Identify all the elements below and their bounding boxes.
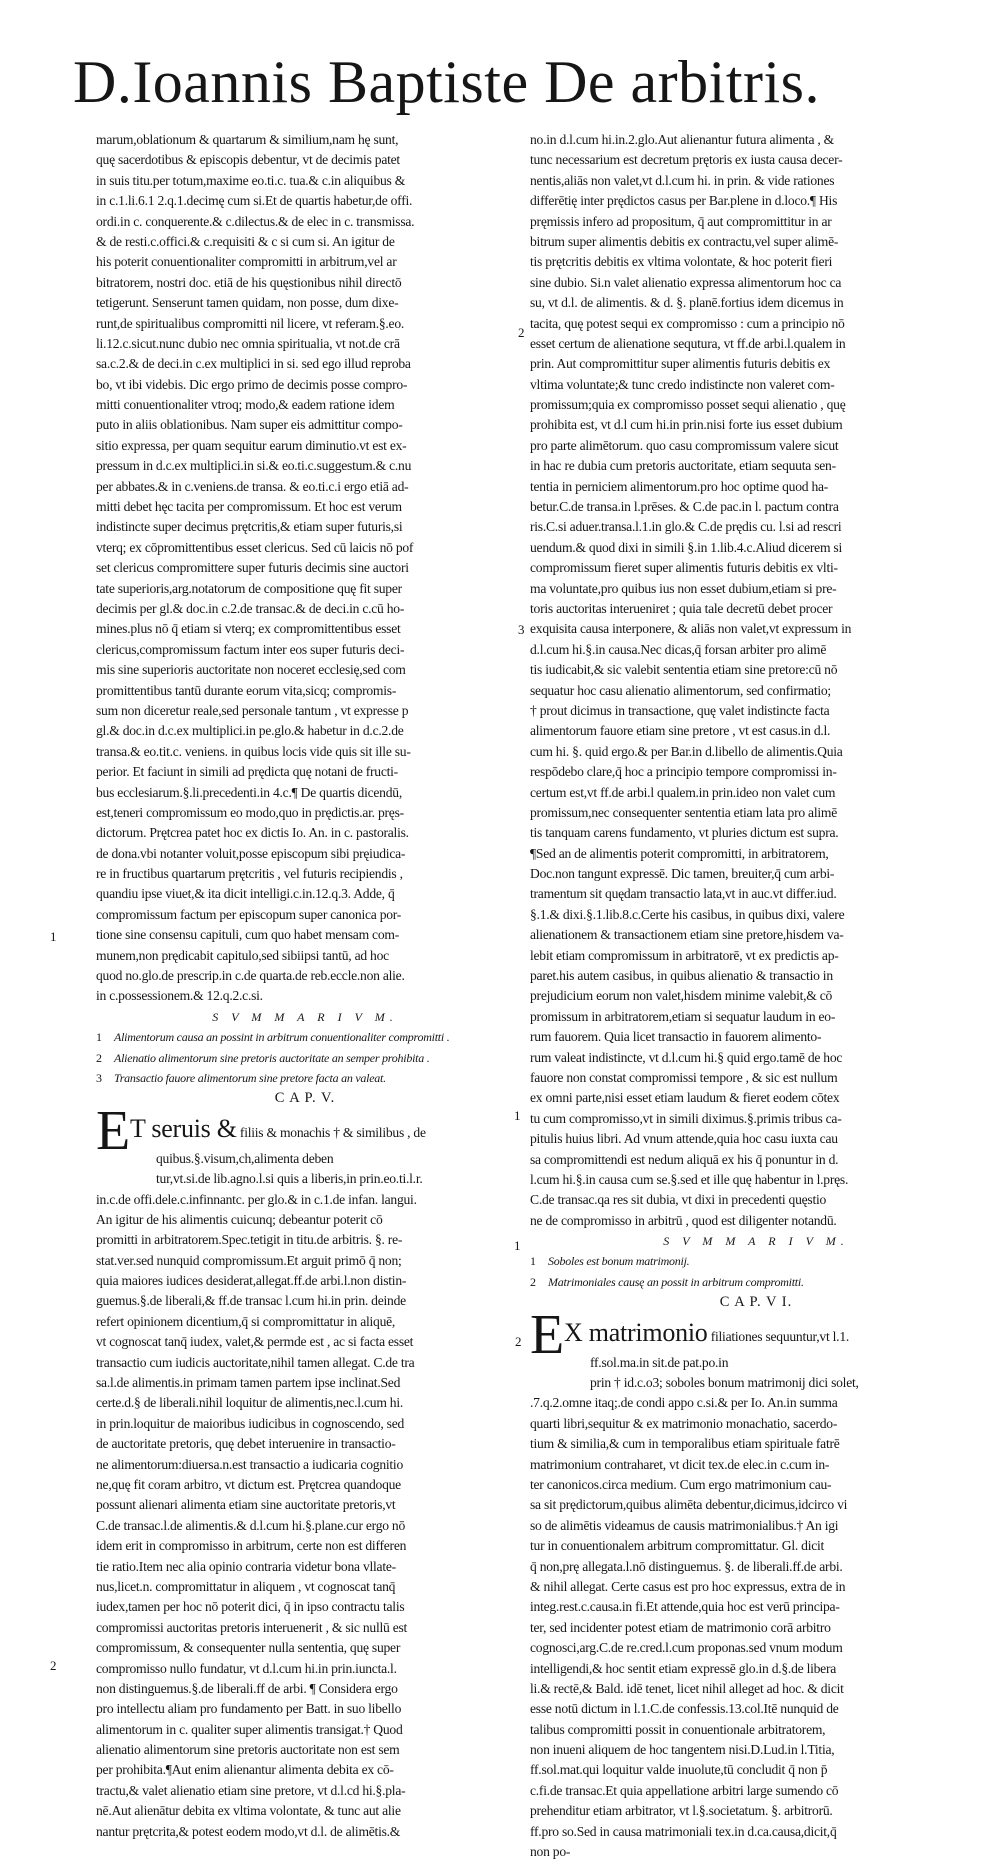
chapter-opening: [96, 1109, 514, 1149]
text-line: promittentibus tantū durante eorum vita,sicq; compromis-: [96, 682, 397, 698]
drop-cap: E: [96, 1108, 130, 1149]
text-line: compromissi auctoritas pretoris interuenerit , & sic nullū est: [96, 1619, 408, 1635]
text-line: §.1.& dixi.§.1.lib.8.c.Certe his casibus, in quibus dixi, valere: [530, 906, 845, 922]
text-line: alimentorum fauore etiam sine pretore , vt est casus.in d.l.: [530, 723, 831, 739]
chapter-heading: C A P. V.: [274, 1090, 336, 1107]
text-line: cognosci,arg.C.de re.cred.l.cum proponas.sed vnum modum: [530, 1640, 843, 1656]
text-line: bo, vt ibi videbis. Dic ergo primo de decimis posse compro-: [96, 376, 408, 392]
chapter-heading: C A P. V I.: [719, 1294, 793, 1311]
text-line: ff.pro so.Sed in causa matrimoniali tex.in d.ca.causa,dicit,q̄: [530, 1823, 837, 1839]
text-line: sa sit prędictorum,quibus alimēta debentur,dicimus,idcirco vi: [530, 1497, 848, 1513]
text-line: nantur prętcrita,& potest eodem modo,vt d.l. de alimētis.&: [96, 1823, 401, 1839]
text-line: bitrum super alimentis debitis ex contractu,vel super alimē-: [530, 233, 839, 249]
drop-cap: E: [530, 1312, 564, 1353]
text-line: tione sine consensu capituli, cum quo habet mensam com-: [96, 927, 399, 943]
text-line: tis iudicabit,& sic valebit sententia etiam sine pretore:cū nō: [530, 662, 838, 678]
text-line: mines.plus nō q̄ etiam si vterq; ex compromittentibus esset: [96, 621, 401, 637]
text-line: set clericus compromittere super futuris decimis sine auctori: [96, 560, 409, 576]
text-line: transa.& eo.tit.c. veniens. in quibus locis vide quis sit ille su-: [96, 743, 411, 759]
text-line: prehenditur etiam arbitrator, vt l.§.societatum. §. arbitrorū.: [530, 1803, 833, 1819]
text-line: mis sine superioris auctoritate non noceret ecclesię,sed com: [96, 662, 406, 678]
margin-note-number: 1: [50, 929, 57, 944]
text-line: prejudicium eorum non valet,hisdem minime valebit,& cō: [530, 988, 833, 1004]
text-line: compromisso nullo fundatur, vt d.l.cum hi.in prin.iuncta.l.: [96, 1660, 397, 1676]
margin-note-number: 3: [518, 622, 525, 637]
text-line: tacita, quę potest sequi ex compromisso : cum a principio nō: [530, 315, 845, 331]
text-line: clericus,compromissum factum inter eos super futuris deci-: [96, 641, 405, 657]
text-line: sequatur hoc casu alienatio alimentorum, sed confirmatio;: [530, 682, 831, 698]
text-line: so de alimētis videamus de causis matrimonialibus.† An igi: [530, 1517, 839, 1533]
text-line: C.de transac.l.de alimentis.& d.l.cum hi.§.plane.cur ergo nō: [96, 1517, 406, 1533]
text-line: re in fructibus quartarum prętcritis , vel futuris recipiendis ,: [96, 866, 403, 882]
text-line: prohibita est, vt d.l cum hi.in prin.nisi forte ius esset dubium: [530, 417, 843, 433]
text-line: refert opinionem dicentium,q̄ si compromittatur in aliquē,: [96, 1313, 396, 1329]
text-line: † prout dicimus in transactione, quę valet indistincte facta: [530, 702, 830, 718]
text-line: nē.Aut alienātur debita ex vltima volontate, & tunc aut alie: [96, 1803, 401, 1819]
text-line: transactio cum iudicis auctoritate,nihil tamen allegat. C.de tra: [96, 1354, 415, 1370]
text-line: & nihil allegat. Certe casus est pro hoc expressus, extra de in: [530, 1578, 846, 1594]
text-line: guemus.§.de liberali,& ff.de transac l.cum hi.in prin. deinde: [96, 1293, 406, 1309]
text-line: d.l.cum hi.§.in causa.Nec dicas,q̄ forsan arbiter pro alimē: [530, 641, 827, 657]
text-line: c.fi.de transac.Et quia appellatione arbitri large sumendo cō: [530, 1782, 839, 1798]
text-line: vt cognoscat tanq̄ iudex, valet,& permde est , ac si facta esset: [96, 1334, 414, 1350]
text-line: runt,de spiritualibus compromitti nil licere, vt referam.§.eo.: [96, 315, 405, 331]
text-line: tunc necessarium est decretum prętoris ex iusta causa decer-: [530, 152, 843, 168]
text-line: mitti conuentionaliter vtroq; modo,& eadem ratione idem: [96, 397, 395, 413]
summarium-heading: S V M M A R I V M.: [663, 1234, 849, 1249]
text-line: non inueni aliquem de hoc tangentem nisi.D.Lud.in l.Titia,: [530, 1742, 835, 1758]
right-column-text: [530, 130, 982, 1862]
text-line: quia maiores iudices desiderat,allegat.ff.de arbi.l.non distin-: [96, 1273, 407, 1289]
margin-note-number: 1: [514, 1108, 521, 1123]
text-line: dictorum. Prętcrea patet hoc ex dictis Io. An. in c. pastoralis.: [96, 825, 409, 841]
text-line: pitulis huius libri. Ad vnum attende,quia hoc casu iuxta cau: [530, 1131, 838, 1147]
text-line: per prohibita.¶Aut enim alienantur alimenta debita ex cō-: [96, 1762, 394, 1778]
text-line: tractu,& valet alienatio etiam sine pretore, vt d.l.cd hi.§.pla-: [96, 1782, 406, 1798]
text-line: prin † id.c.o3; soboles bonum matrimonij dici solet,: [590, 1375, 859, 1391]
text-line: mitti debet hęc tacita per compromissum. Et hoc est verum: [96, 499, 402, 515]
summarium-number: 1: [96, 1030, 102, 1045]
text-line: tis tanquam carens fundamento, vt pluries dictum est supra.: [530, 825, 839, 841]
right-column: [530, 130, 982, 1860]
text-line: pręmissis infero ad propositum, q̄ aut compromittitur in ar: [530, 213, 832, 229]
text-line: sine dubio. Si.n valet alienatio expressa alimentorum hoc ca: [530, 274, 842, 290]
text-line: respōdebo clare,q̄ hoc a principio tempore compromissi in-: [530, 764, 837, 780]
text-line: pro parte alimētorum. quo casu compromissum valere sicut: [530, 437, 839, 453]
margin-note-number: 2: [515, 1334, 522, 1349]
text-line: tramentum sit quędam transactio lata,vt in auc.vt differ.iud.: [530, 886, 837, 902]
text-line: esse notū dictum in l.1.C.de confessis.13.col.Itē nunquid de: [530, 1701, 839, 1717]
text-line: ordi.in c. conquerente.& c.dilectus.& de elec in c. transmissa.: [96, 213, 415, 229]
text-line: matrimonium contraharet, vt dicit tex.de elec.in c.cum in-: [530, 1456, 830, 1472]
summarium-text: Transactio fauore alimentorum sine pretore facta an valeat.: [114, 1070, 386, 1085]
text-line: his poterit conuentionaliter compromitti in arbitrum,vel ar: [96, 254, 397, 270]
summarium-item: [530, 1272, 982, 1292]
text-line: li.12.c.sicut.nunc dubio nec omnia spiritualia, vt not.de crā: [96, 335, 400, 351]
text-line: betur.C.de transa.in l.prēses. & C.de pac.in l. pactum contra: [530, 499, 839, 515]
text-line: nus,licet.n. compromittatur in aliquem , vt cognoscat tanq̄: [96, 1578, 396, 1594]
text-line: ne alimentorum:diuersa.n.est transactio a iudicaria cognitio: [96, 1456, 403, 1472]
text-line: talibus compromitti possit in conuentionale arbitratorem,: [530, 1721, 826, 1737]
text-line: compromissum factum per episcopum super canonica por-: [96, 906, 402, 922]
text-line: stat.ver.sed nunquid compromissum.Et arguit primō q̄ non;: [96, 1252, 402, 1268]
text-line: promitti in arbitratorem.Spec.tetigit in titu.de arbitris. §. re-: [96, 1232, 403, 1248]
text-line: sa compromittendi est nedum aliquā ex his q̄ ponuntur in d.: [530, 1151, 839, 1167]
text-line: An igitur de his alimentis cuicunq; debeantur poterit cō: [96, 1211, 383, 1227]
text-line: differētię inter prędictos casus per Bar.plene in d.loco.¶ His: [530, 193, 838, 209]
text-line: tis prętcritis debitis ex vltima volontate, & hoc poterit fieri: [530, 254, 833, 270]
text-line: rum valeat indistincte, vt d.l.cum hi.§ quid ergo.tamē de hoc: [530, 1049, 843, 1065]
text-line: puto in aliis oblationibus. Nam super eis admittitur compo-: [96, 417, 403, 433]
text-line: ter, sed incidenter potest etiam de matrimonio corā arbitro: [530, 1619, 831, 1635]
text-line: tu cum compromisso,vt in simili diximus.§.primis tribus ca-: [530, 1110, 842, 1126]
text-line: in prin.loquitur de maioribus iudicibus in cognoscendo, sed: [96, 1415, 405, 1431]
margin-note-number: 1: [514, 1238, 521, 1253]
text-line: quod no.glo.de prescrip.in c.de quarta.de reb.eccle.non alie.: [96, 968, 405, 984]
text-line: compromissum fieret super alimentis futuris debitis ex vlti-: [530, 560, 838, 576]
summarium-number: 1: [530, 1254, 536, 1269]
text-line: sitio expressa, per quam sequitur earum diminutio.vt est ex-: [96, 437, 407, 453]
text-line: tium & similia,& cum in temporalibus etiam spirituale fatrē: [530, 1436, 840, 1452]
chapter-first-rest: filiationes sequuntur,vt l.1.: [707, 1328, 850, 1344]
summarium-item: [96, 1068, 514, 1088]
text-line: tetigerunt. Senserunt tamen quidam, non posse, dum dixe-: [96, 295, 399, 311]
text-line: in c.possessionem.& 12.q.2.c.si.: [96, 988, 263, 1004]
text-line: compromissum, & consequenter nulla sententia, quę super: [96, 1640, 401, 1656]
text-line: l.cum hi.§.in causa cum se.§.sed et ille quę habentur in l.pręs.: [530, 1171, 849, 1187]
text-line: non distinguemus.§.de liberali.ff de arbi. ¶ Considera ergo: [96, 1680, 398, 1696]
text-line: alienatio alimentorum sine pretoris auctoritate non est sem: [96, 1742, 400, 1758]
text-line: su, vt d.l. de alimentis. & d. §. planē.fortius idem dicemus in: [530, 295, 844, 311]
text-line: possunt alienari alimenta etiam sine auctoritate pretoris,vt: [96, 1497, 396, 1513]
chapter-opening: [530, 1313, 982, 1353]
text-line: de auctoritate pretoris, quę debet interuenire in transactio-: [96, 1436, 396, 1452]
summarium-text: Matrimoniales causę an possit in arbitrum compromitti.: [548, 1274, 804, 1289]
margin-note-number: 2: [518, 325, 525, 340]
text-line: in c.1.li.6.1 2.q.1.decimę cum si.Et de quartis habetur,de offi.: [96, 193, 413, 209]
text-line: ff.sol.mat.qui loquitur valde inuolute,tū concludit q̄ non p̄: [530, 1762, 828, 1778]
text-line: tie ratio.Item nec alia opinio contraria videtur bona vllate-: [96, 1558, 396, 1574]
text-line: bitratorem, nostri doc. etiā de his quęstionibus nihil directō: [96, 274, 402, 290]
text-line: vltima voluntate;& tunc credo indistincte non valeret com-: [530, 376, 835, 392]
text-line: q̄ non,prę allegata.l.nō distinguemus. §. de liberali.ff.de arbi.: [530, 1558, 843, 1574]
text-line: .7.q.2.omne itaq;.de condi appo c.si.& per Io. An.in summa: [530, 1395, 838, 1411]
left-column-text: [96, 130, 514, 1842]
text-line: certum est,vt ff.de arbi.l qualem.in prin.ideo non valet cum: [530, 784, 836, 800]
chapter-first-words: X matrimonio: [563, 1317, 708, 1347]
text-line: ¶Sed an de alimentis poterit compromitti, in arbitratorem,: [530, 845, 829, 861]
text-line: tentia in perniciem alimentorum.pro hoc optime quod ha-: [530, 478, 829, 494]
text-line: alienationem & transactionem etiam sine pretore,hisdem va-: [530, 927, 844, 943]
summarium-item: [530, 1251, 982, 1271]
text-line: alimentorum in c. qualiter super alimentis transigat.† Quod: [96, 1721, 403, 1737]
text-line: quę sacerdotibus & episcopis debentur, vt de decimis patet: [96, 152, 400, 168]
summarium-text: Alienatio alimentorum sine pretoris auctoritate an semper prohibita .: [114, 1050, 430, 1065]
text-line: de dona.vbi notanter voluit,posse episcopum sibi pręiudica-: [96, 845, 406, 861]
text-line: tur in conuentionalem arbitrum compromittatur. Gl. dicit: [530, 1538, 825, 1554]
text-line: quandiu ipse viuet,& ita dicit intelligi.c.in.12.q.3. Adde, q̄: [96, 886, 395, 902]
text-line: fauore non constat compromissi tempore , & sic est nullum: [530, 1069, 838, 1085]
text-line: no.in d.l.cum hi.in.2.glo.Aut alienantur futura alimenta , &: [530, 132, 835, 147]
text-line: indistincte super decimus prętcritis,& etiam super futuris,si: [96, 519, 403, 535]
text-line: sum non diceretur reale,sed personale tantum , vt expresse p: [96, 702, 409, 718]
text-line: tate superioris,arg.notatorum de compositione quę fit super: [96, 580, 402, 596]
text-line: munem,non prędicabit capitulo,sed sibiipsi tantū, ad hoc: [96, 947, 389, 963]
text-line: lebit etiam compromissum in arbitratorē, vt ex predictis ap-: [530, 947, 839, 963]
text-line: iudex,tamen per hoc nō poterit dici, q̄ in ipso contractu talis: [96, 1599, 405, 1615]
text-line: ex omni parte,nisi esset etiam laudum & fieret eodem cōtex: [530, 1090, 840, 1106]
text-line: per abbates.& in c.veniens.de transa. & eo.ti.c.i ergo etiā ad-: [96, 478, 409, 494]
text-line: rum fauorem. Quia licet transactio in fauorem alimento-: [530, 1029, 822, 1045]
text-line: uendum.& quod dixi in simili §.in 1.lib.4.c.Aliud dicerem si: [530, 539, 842, 555]
summarium-text: Alimentorum causa an possint in arbitrum conuentionaliter compromitti .: [114, 1030, 450, 1045]
text-line: Doc.non tangunt expressē. Dic tamen, breuiter,q̄ cum arbi-: [530, 866, 835, 882]
text-line: prin. Aut compromittitur super alimentis futuris debitis ex: [530, 356, 831, 372]
text-line: non po-: [530, 1844, 571, 1860]
text-line: gl.& doc.in d.c.ex multiplici.in pe.glo.& habetur in d.c.2.de: [96, 723, 404, 739]
text-line: idem erit in compromisso in arbitrum, certe non est differen: [96, 1538, 407, 1554]
text-line: li.& rectē,& Bald. idē tenet, licet nihil alleget ad hoc. & dicit: [530, 1680, 844, 1696]
summarium-number: 2: [530, 1274, 536, 1289]
text-line: nentis,aliās non valet,vt d.l.cum hi. in prin. & vide rationes: [530, 172, 835, 188]
text-line: perior. Et faciunt in simili ad prędicta quę notani de fructi-: [96, 764, 398, 780]
text-line: integ.rest.c.causa.in fi.Et attende,quia hoc est verū principa-: [530, 1599, 840, 1615]
margin-note-number: 2: [50, 1658, 57, 1673]
left-column: [96, 130, 514, 1839]
text-line: bus ecclesiarum.§.li.precedenti.in 4.c.¶ De quartis dicendū,: [96, 784, 402, 800]
text-line: esset certum de alienatione sequtura, vt ff.de arbi.l.qualem in: [530, 335, 846, 351]
text-line: pressum in d.c.ex multiplici.in si.& eo.ti.c.suggestum.& c.nu: [96, 458, 412, 474]
summarium-number: 3: [96, 1070, 102, 1085]
text-line: in hac re dubia cum pretoris auctoritate, etiam sequuta sen-: [530, 458, 836, 474]
text-line: ne de compromisso in arbitrū , quod est diligenter notandū.: [530, 1212, 837, 1228]
text-line: intelligendi,& hoc sentit etiam expressē glo.in d.§.de libera: [530, 1660, 837, 1676]
summarium-number: 2: [96, 1050, 102, 1065]
summarium-item: [96, 1048, 514, 1068]
text-line: vterq; ex cōpromittentibus esset clericus. Sed cū laicis nō pof: [96, 539, 414, 555]
summarium-item: [96, 1027, 514, 1047]
text-line: quarti libri,sequitur & ex matrimonio monachatio, sacerdo-: [530, 1415, 838, 1431]
text-line: promissum,nec consequenter sententia etiam lata pro alimē: [530, 804, 837, 820]
text-line: & de resti.c.offici.& c.requisiti & c si cum si. An igitur de: [96, 233, 395, 249]
summarium-heading: S V M M A R I V M.: [212, 1009, 398, 1024]
text-line: promissum in arbitratorem,etiam si sequatur laudum in eo-: [530, 1008, 836, 1024]
text-line: in suis titu.per totum,maxime eo.ti.c. tua.& c.in aliquibus &: [96, 172, 406, 188]
text-line: tur,vt.si.de lib.agno.l.si quis a liberis,in prin.eo.ti.l.r.: [156, 1171, 423, 1187]
text-line: pro intellectu aliam pro fundamento per Batt. in suo libello: [96, 1701, 402, 1717]
text-line: ris.C.si aduer.transa.l.1.in glo.& C.de prędis cu. l.si ad rescri: [530, 519, 842, 535]
text-line: paret.his autem casibus, in quibus alienatio & transactio in: [530, 968, 833, 984]
text-line: marum,oblationum & quartarum & similium,nam hę sunt,: [96, 132, 399, 147]
text-line: in.c.de offi.dele.c.infinnantc. per glo.& in c.1.de infan. langui.: [96, 1191, 417, 1207]
text-line: sa.c.2.& de deci.in c.ex multiplici in si. sed ego illud reproba: [96, 356, 411, 372]
chapter-first-words: T seruis &: [129, 1113, 237, 1143]
text-line: C.de transac.qa res sit dubia, vt dixi in precedenti quęstio: [530, 1192, 827, 1208]
text-line: certe.d.§ de liberali.nihil loquitur de alimentis,nec.l.cum hi.: [96, 1395, 404, 1411]
running-title: D.Ioannis Baptiste De arbitris.: [72, 49, 820, 115]
summarium-text: Soboles est bonum matrimonij.: [548, 1254, 690, 1269]
page-header: [0, 44, 1000, 124]
text-line: promissum;quia ex compromisso posset sequi alienatio , quę: [530, 397, 846, 413]
text-line: exquisita causa interponere, & aliās non valet,vt expressum in: [530, 621, 852, 637]
text-line: est,teneri compromissum eo modo,quo in prędictis.ar. pręs-: [96, 804, 404, 820]
text-line: toris auctoritas interueniret ; quia tale decretū debet procer: [530, 600, 833, 616]
text-line: decimis per gl.& doc.in c.2.de transac.& de deci.in c.cū ho-: [96, 600, 405, 616]
text-line: ma voluntate,pro quibus ius non esset dubium,etiam si pre-: [530, 580, 837, 596]
text-line: quibus.§.visum,ch,alimenta deben: [156, 1150, 334, 1166]
text-line: cum hi. §. quid ergo.& per Bar.in d.libello de alimentis.Quia: [530, 743, 843, 759]
text-line: sa.l.de alimentis.in primam tamen partem ipse inclinat.Sed: [96, 1375, 401, 1391]
text-line: ter canonicos.circa medium. Cum ergo matrimonium cau-: [530, 1477, 832, 1492]
text-line: ff.sol.ma.in sit.de pat.po.in: [590, 1354, 729, 1370]
chapter-first-rest: filiis & monachis † & similibus , de: [236, 1124, 426, 1140]
text-line: ne,quę fit coram arbitro, vt dictum est. Prętcrea quandoque: [96, 1477, 401, 1492]
